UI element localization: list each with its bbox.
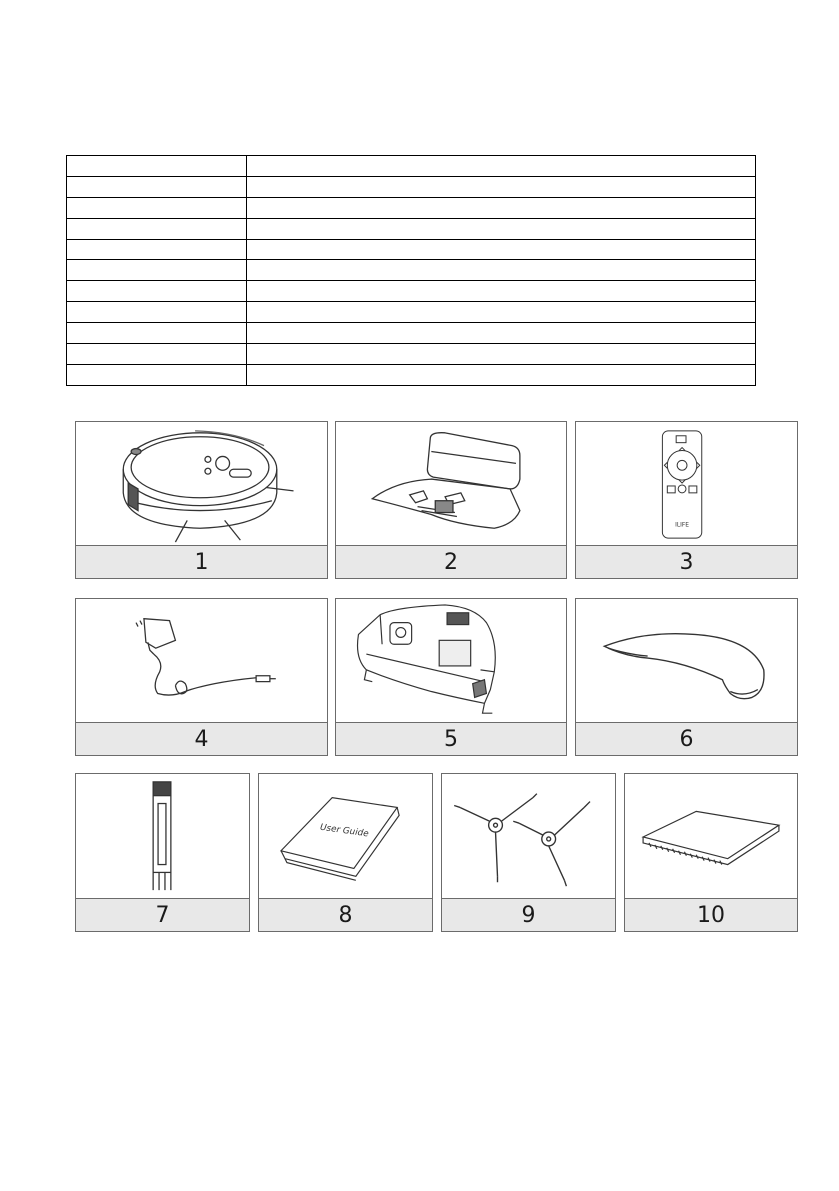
component-card-4 bbox=[75, 598, 328, 756]
component-card-5 bbox=[335, 598, 567, 756]
table-row bbox=[67, 156, 756, 177]
user-guide-icon bbox=[259, 774, 432, 899]
component-card-1 bbox=[75, 421, 328, 579]
component-number: 2 bbox=[336, 545, 566, 578]
remote-brand-text: ILIFE bbox=[675, 522, 690, 529]
component-number: 5 bbox=[336, 722, 566, 755]
table-row bbox=[67, 197, 756, 218]
component-card-8 bbox=[258, 773, 433, 932]
remote-control-icon bbox=[576, 422, 797, 546]
side-brushes-icon bbox=[442, 774, 615, 899]
component-number: 9 bbox=[442, 898, 615, 931]
component-card-3 bbox=[575, 421, 798, 579]
table-row bbox=[67, 364, 756, 385]
power-adapter-icon bbox=[76, 599, 327, 723]
component-number: 8 bbox=[259, 898, 432, 931]
component-card-6 bbox=[575, 598, 798, 756]
table-row bbox=[67, 344, 756, 365]
component-number: 10 bbox=[625, 898, 797, 931]
component-card-7 bbox=[75, 773, 250, 932]
component-number: 3 bbox=[576, 545, 797, 578]
table-row bbox=[67, 302, 756, 323]
table-row bbox=[67, 281, 756, 302]
mop-pad-icon bbox=[576, 599, 797, 723]
component-number: 6 bbox=[576, 722, 797, 755]
table-row bbox=[67, 218, 756, 239]
component-number: 1 bbox=[76, 545, 327, 578]
user-guide-cover-text: User Guide bbox=[319, 822, 370, 840]
robot-vacuum-icon bbox=[76, 422, 327, 546]
cleaning-tool-icon bbox=[76, 774, 249, 899]
charging-dock-icon bbox=[336, 422, 566, 546]
component-card-10 bbox=[624, 773, 798, 932]
component-card-2 bbox=[335, 421, 567, 579]
table-row bbox=[67, 260, 756, 281]
parts-table bbox=[66, 155, 756, 386]
component-number: 4 bbox=[76, 722, 327, 755]
component-number: 7 bbox=[76, 898, 249, 931]
filter-icon bbox=[625, 774, 797, 899]
component-card-9 bbox=[441, 773, 616, 932]
water-tank-icon bbox=[336, 599, 566, 723]
table-row bbox=[67, 239, 756, 260]
table-row bbox=[67, 323, 756, 344]
table-row bbox=[67, 176, 756, 197]
